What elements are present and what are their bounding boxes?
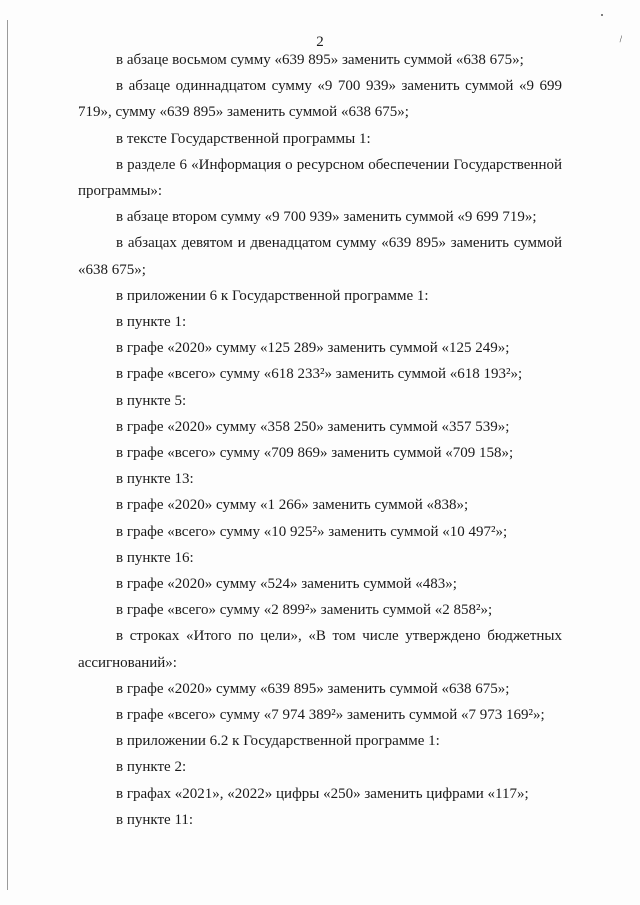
paragraph: в пункте 13: [116, 471, 194, 488]
paragraph: в абзаце втором сумму «9 700 939» заменить суммой «9 699 719»; [116, 209, 537, 226]
paragraph: в приложении 6.2 к Государственной программе 1: [116, 733, 440, 750]
paragraph: в приложении 6 к Государственной программе 1: [116, 287, 429, 304]
paragraph: в графе «2020» сумму «639 895» заменить суммой «638 675»; [116, 680, 510, 697]
paragraph: в абзаце восьмом сумму «639 895» заменить суммой «638 675»; [116, 52, 524, 68]
paragraph: в графе «всего» сумму «10 925²» заменить суммой «10 497²»; [116, 523, 508, 540]
paragraph: в графе «2020» сумму «524» заменить суммой «483»; [116, 576, 457, 593]
paragraph: в графах «2021», «2022» цифры «250» заменить цифрами «117»; [116, 785, 529, 802]
paragraph: в графе «2020» сумму «125 289» заменить суммой «125 249»; [116, 340, 510, 357]
paragraph: в абзацах девятом и двенадцатом сумму «639 895» заменить суммой «638 675»; [78, 235, 562, 278]
scan-left-edge [7, 20, 8, 890]
paragraph: в разделе 6 «Информация о ресурсном обеспечении Государственной программы»: [78, 156, 562, 200]
paragraph: в графе «2020» сумму «358 250» заменить суммой «357 539»; [116, 418, 510, 435]
scan-mark: \ [616, 34, 625, 45]
paragraph: в пункте 1: [116, 314, 187, 331]
paragraph: в графе «всего» сумму «2 899²» заменить суммой «2 858²»; [116, 602, 493, 619]
paragraph: в абзаце одиннадцатом сумму «9 700 939» заменить суммой «9 699 719», сумму «639 895» заменить суммой «638 675»; [78, 78, 562, 121]
paragraph: в тексте Государственной программы 1: [116, 130, 371, 147]
paragraph: в пункте 5: [116, 392, 187, 409]
paragraph: в графе «2020» сумму «1 266» заменить суммой «838»; [116, 497, 469, 514]
paragraph: в пункте 2: [116, 759, 187, 776]
paragraph: в графе «всего» сумму «618 233²» заменить суммой «618 193²»; [116, 366, 523, 383]
scan-speck [601, 14, 603, 16]
paragraph: в графе «всего» сумму «7 974 389²» заменить суммой «7 973 169²»; [116, 707, 545, 724]
paragraph: в графе «всего» сумму «709 869» заменить суммой «709 158»; [116, 445, 514, 462]
paragraph: в пункте 16: [116, 549, 194, 566]
document-body [78, 47, 562, 833]
paragraph: в строках «Итого по цели», «В том числе утверждено бюджетных ассигнований»: [78, 628, 562, 671]
page-number: 2 [316, 34, 324, 50]
paragraph: в пункте 11: [116, 811, 194, 828]
